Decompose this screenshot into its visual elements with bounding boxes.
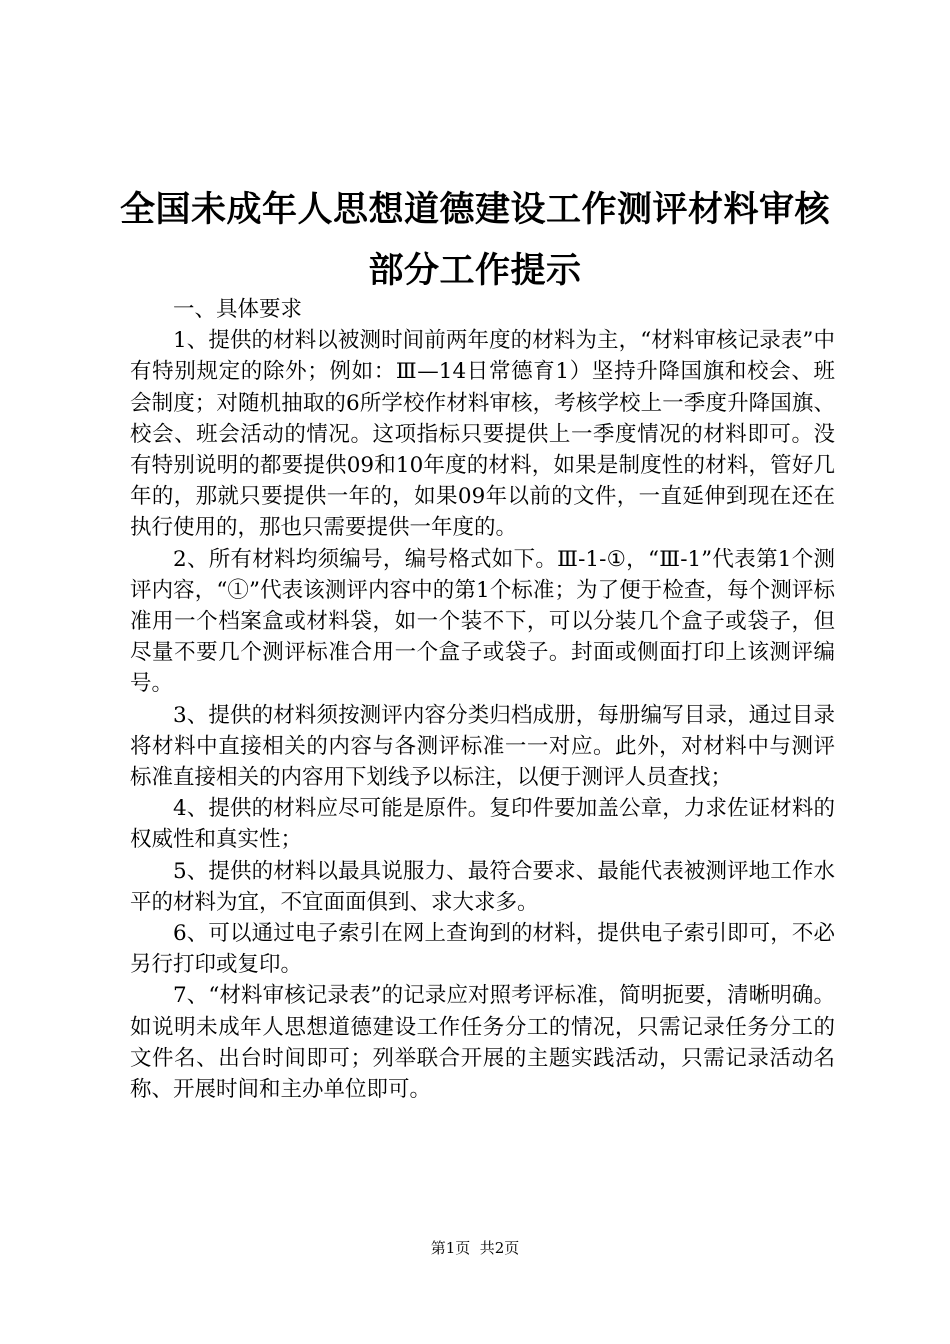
document-title-line-1: 全国未成年人思想道德建设工作测评材料审核 bbox=[119, 190, 830, 230]
paragraph-4: 4、提供的材料应尽可能是原件。复印件要加盖公章，力求佐证材料的权威性和真实性； bbox=[130, 796, 835, 853]
page-footer: 第1页 共2页 bbox=[430, 1239, 520, 1257]
section-heading: 一、具体要求 bbox=[173, 297, 303, 322]
paragraph-5: 5、提供的材料以最具说服力、最符合要求、最能代表被测评地工作水平的材料为宜，不宜面面俱到、求大求多。 bbox=[130, 858, 835, 915]
paragraph-2: 2、所有材料均须编号，编号格式如下。Ⅲ-1-①，“Ⅲ-1”代表第1个测评内容，“①”代表该测评内容中的第1个标准；为了便于检查，每个测评标准用一个档案盒或材料袋，如一个装不下，可以分装几个盒子或袋子，但尽量不要几个测评标准合用一个盒子或袋子。封面或侧面打印上该测评编号。 bbox=[130, 546, 835, 697]
document-title-line-2: 部分工作提示 bbox=[368, 251, 582, 291]
paragraph-3: 3、提供的材料须按测评内容分类归档成册，每册编写目录，通过目录将材料中直接相关的内容与各测评标准一一对应。此外，对材料中与测评标准直接相关的内容用下划线予以标注，以便于测评人员查找； bbox=[130, 702, 835, 791]
paragraph-6: 6、可以通过电子索引在网上查询到的材料，提供电子索引即可，不必另行打印或复印。 bbox=[130, 921, 835, 978]
paragraph-7: 7、“材料审核记录表”的记录应对照考评标准，简明扼要，清晰明确。如说明未成年人思想道德建设工作任务分工的情况，只需记录任务分工的文件名、出台时间即可；列举联合开展的主题实践活动，只需记录活动名称、开展时间和主办单位即可。 bbox=[130, 983, 835, 1103]
paragraph-1: 1、提供的材料以被测时间前两年度的材料为主，“材料审核记录表”中有特别规定的除外；例如：Ⅲ—14日常德育1）坚持升降国旗和校会、班会制度；对随机抽取的6所学校作材料审核，考核学校上一季度升降国旗、校会、班会活动的情况。这项指标只要提供上一季度情况的材料即可。没有特别说明的都要提供09和10年度的材料，如果是制度性的材料，管好几年的，那就只要提供一年的，如果09年以前的文件，一直延伸到现在还在执行使用的，那也只需要提供一年度的。 bbox=[130, 328, 835, 541]
document-body bbox=[130, 294, 835, 1105]
